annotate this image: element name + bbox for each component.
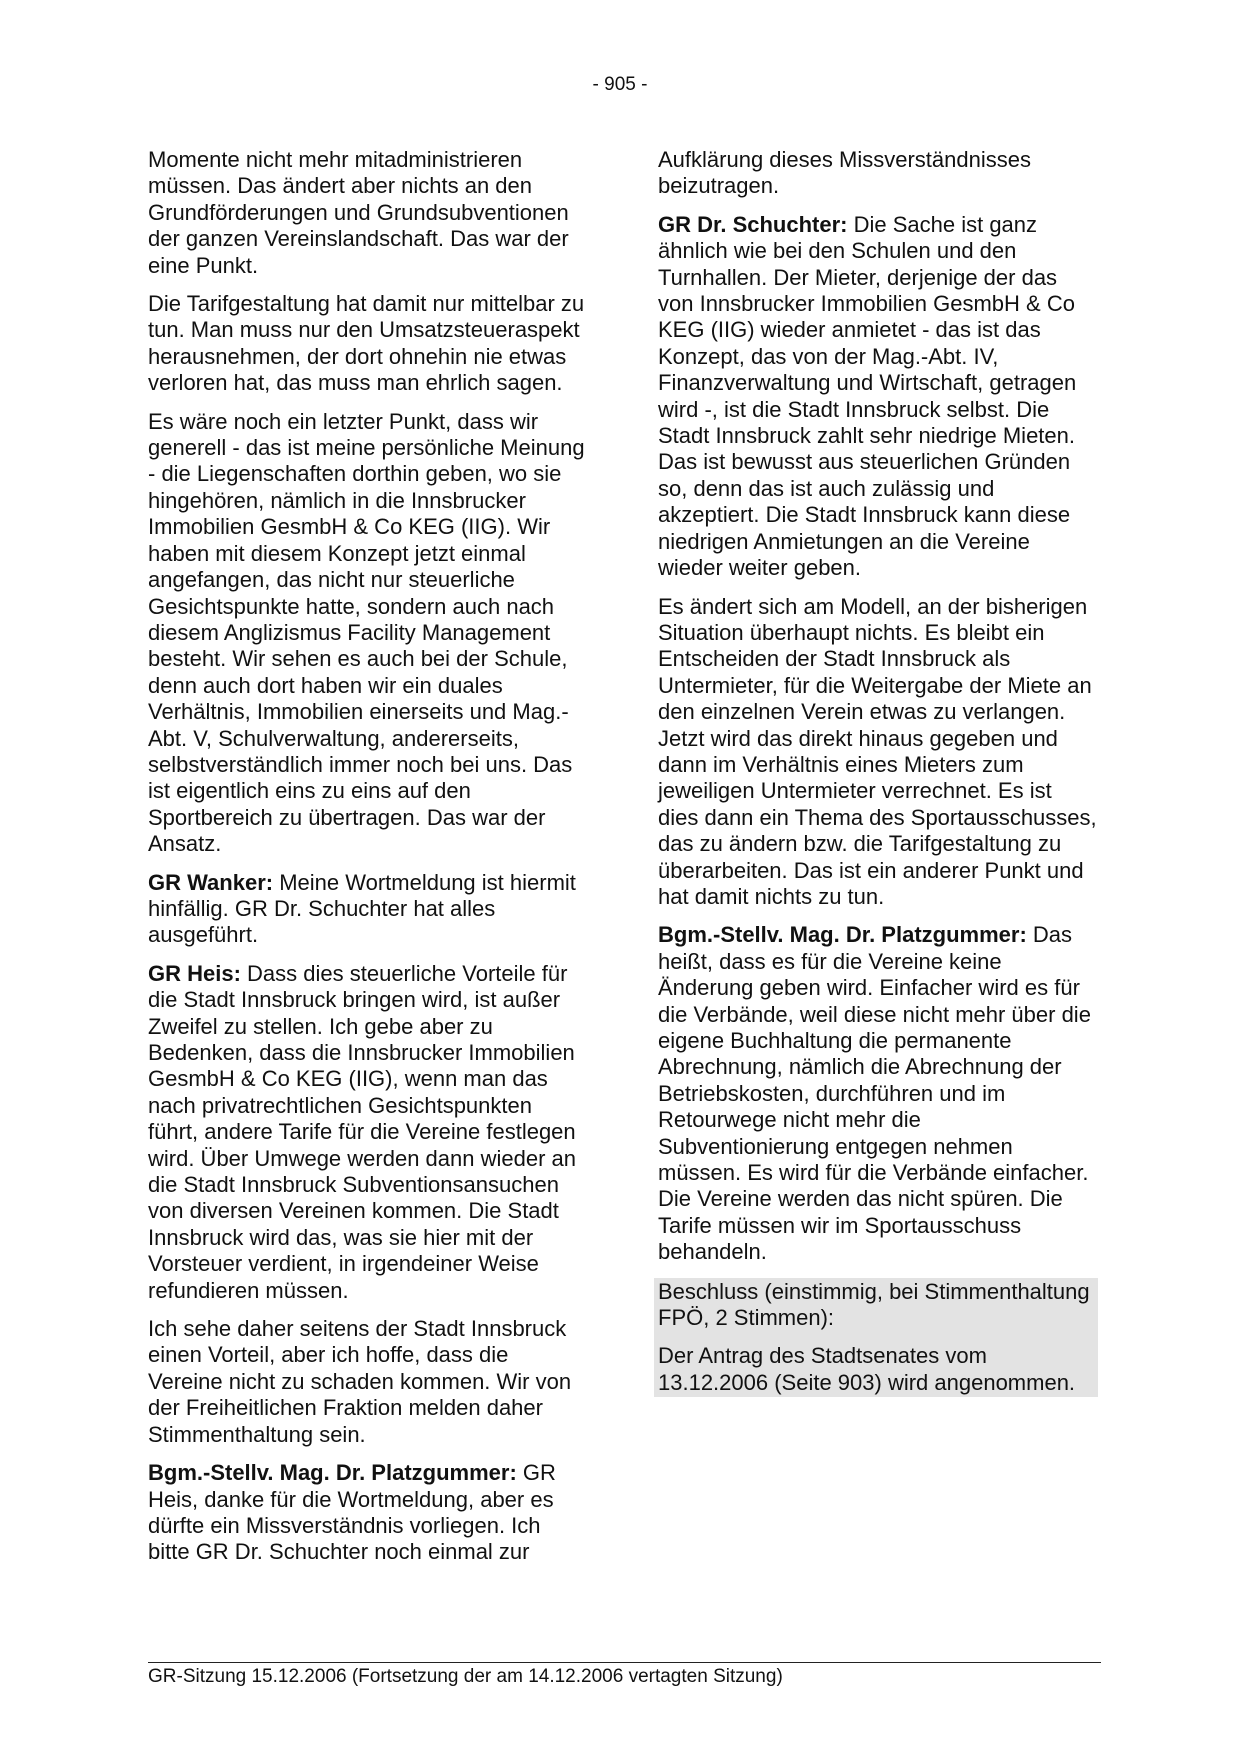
paragraph [658, 594, 1098, 911]
paragraph [148, 1460, 588, 1566]
right-column [658, 147, 1098, 1397]
paragraph-text: Es wäre noch ein letzter Punkt, dass wir generell - das ist meine persönliche Meinung - die Liegenschaften dorthin geben, wo sie hingehören, nämlich in die Innsbrucker Immobilien GesmbH & Co KEG (IIG). Wir haben mit diesem Konzept jetzt einmal angefangen, das nicht nur steuerliche Gesichtspunkte hatte, sondern auch nach diesem Anglizismus Facility Management besteht. Wir sehen es auch bei der Schule, denn auch dort haben wir ein duales Verhältnis, Immobilien einerseits und Mag.-Abt. V, Schulverwaltung, andererseits, selbstverständlich immer noch bei uns. Das ist eigentlich eins zu eins auf den Sportbereich zu übertragen. Das war der Ansatz. [148, 408, 585, 857]
paragraph-text: Aufklärung dieses Missverständnisses beizutragen. [658, 147, 1031, 199]
resolution-text: Der Antrag des Stadtsenates vom 13.12.2006 (Seite 903) wird angenommen. [658, 1343, 1076, 1395]
paragraph [658, 147, 1098, 200]
paragraph-text: Die Tarifgestaltung hat damit nur mittelbar zu tun. Man muss nur den Umsatzsteueraspekt herausnehmen, der dort ohnehin nie etwas verloren hat, das muss man ehrlich sagen. [148, 291, 585, 396]
speaker-name: GR Dr. Schuchter: [658, 211, 848, 237]
speaker-name: Bgm.-Stellv. Mag. Dr. Platzgummer: [148, 1460, 517, 1486]
page-footer: GR-Sitzung 15.12.2006 (Fortsetzung der am 14.12.2006 vertagten Sitzung) [148, 1666, 783, 1687]
left-column [148, 147, 588, 1578]
paragraph [658, 212, 1098, 582]
speaker-name: GR Heis: [148, 960, 241, 986]
paragraph-text: Meine Wortmeldung ist hiermit hinfällig. GR Dr. Schuchter hat alles ausgeführt. [148, 869, 576, 948]
paragraph-text: Die Sache ist ganz ähnlich wie bei den Schulen und den Turnhallen. Der Mieter, derjenige der das von Innsbrucker Immobilien GesmbH & Co KEG (IIG) wieder anmietet - das ist das Konzept, das von der Mag.-Abt. IV, Finanzverwaltung und Wirtschaft, getragen wird -, ist die Stadt Innsbruck selbst. Die Stadt Innsbruck zahlt sehr niedrige Mieten. Das ist bewusst aus steuerlichen Gründen so, denn das ist auch zulässig und akzeptiert. Die Stadt Innsbruck kann diese niedrigen Anmietungen an die Vereine wieder weiter geben. [658, 211, 1077, 581]
resolution-box [654, 1278, 1098, 1398]
page-number: - 905 - [592, 74, 648, 95]
paragraph-text: Das heißt, dass es für die Vereine keine Änderung geben wird. Einfacher wird es für die Verbände, weil diese nicht mehr über die eigene Buchhaltung die permanente Abrechnung, nämlich die Abrechnung der Betriebskosten, durchführen und im Retourwege nicht mehr die Subventionierung entgegen nehmen müssen. Es wird für die Verbände einfacher. Die Vereine werden das nicht spüren. Die Tarife müssen wir im Sportausschuss behandeln. [658, 922, 1091, 1265]
paragraph [148, 147, 588, 279]
paragraph-text: Momente nicht mehr mitadministrieren müssen. Das ändert aber nichts an den Grundförderungen und Grundsubventionen der ganzen Vereinslandschaft. Das war der eine Punkt. [148, 147, 569, 278]
paragraph-text: Dass dies steuerliche Vorteile für die Stadt Innsbruck bringen wird, ist außer Zweifel zu stellen. Ich gebe aber zu Bedenken, dass die Innsbrucker Immobilien GesmbH & Co KEG (IIG), wenn man das nach privatrechtlichen Gesichtspunkten führt, andere Tarife für die Vereine festlegen wird. Über Umwege werden dann wieder an die Stadt Innsbruck Subventionsansuchen von diversen Vereinen kommen. Die Stadt Innsbruck wird das, was sie hier mit der Vorsteuer verdient, in irgendeiner Weise refundieren müssen. [148, 960, 576, 1303]
paragraph [148, 870, 588, 949]
paragraph [148, 1316, 588, 1448]
resolution-heading: Beschluss (einstimmig, bei Stimmenthaltung FPÖ, 2 Stimmen): [658, 1278, 1090, 1331]
speaker-name: Bgm.-Stellv. Mag. Dr. Platzgummer: [658, 922, 1027, 948]
paragraph [148, 961, 588, 1304]
paragraph-text: Ich sehe daher seitens der Stadt Innsbruck einen Vorteil, aber ich hoffe, dass die Vereine nicht zu schaden kommen. Wir von der Freiheitlichen Fraktion melden daher Stimmenthaltung sein. [148, 1316, 572, 1447]
paragraph [148, 409, 588, 858]
speaker-name: GR Wanker: [148, 869, 274, 895]
paragraph [148, 291, 588, 397]
paragraph [658, 922, 1098, 1265]
paragraph-text: GR Heis, danke für die Wortmeldung, aber es dürfte ein Missverständnis vorliegen. Ich bitte GR Dr. Schuchter noch einmal zur [148, 1460, 556, 1565]
paragraph-text: Es ändert sich am Modell, an der bisherigen Situation überhaupt nichts. Es bleibt ein Entscheiden der Stadt Innsbruck als Untermieter, für die Weitergabe der Miete an den einzelnen Verein etwas zu verlangen. Jetzt wird das direkt hinaus gegeben und dann im Verhältnis eines Mieters zum jeweiligen Untermieter verrechnet. Es ist dies dann ein Thema des Sportausschusses, das zu ändern bzw. die Tarifgestaltung zu überarbeiten. Das ist ein anderer Punkt und hat damit nichts zu tun. [658, 593, 1097, 909]
footer-divider [148, 1662, 1101, 1663]
